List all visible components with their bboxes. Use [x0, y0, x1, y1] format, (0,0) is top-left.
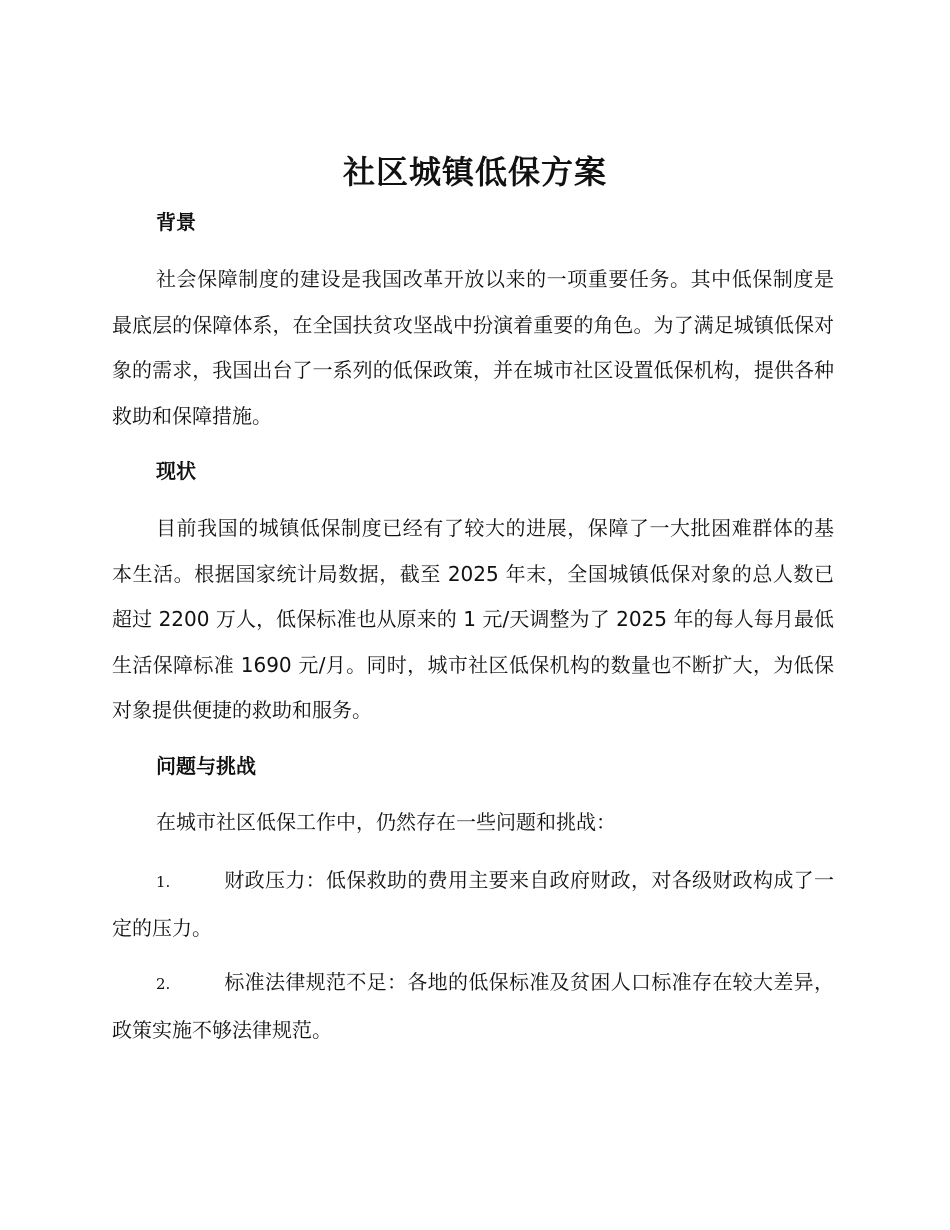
list-item-text: 标准法律规范不足：各地的低保标准及贫困人口标准存在较大差异，政策实施不够法律规范。	[112, 970, 834, 1042]
paragraph-challenges-intro: 在城市社区低保工作中，仍然存在一些问题和挑战：	[156, 810, 616, 834]
paragraph-background: 社会保障制度的建设是我国改革开放以来的一项重要任务。其中低保制度是最底层的保障体系，在全国扶贫攻坚战中扮演着重要的角色。为了满足城镇低保对象的需求，我国出台了一系列的低保政策，并在城市社区设置低保机构，提供各种救助和保障措施。	[112, 267, 834, 428]
list-item-number: 1.	[156, 873, 171, 891]
document-title: 社区城镇低保方案	[342, 153, 607, 191]
list-item-text: 财政压力：低保救助的费用主要来自政府财政，对各级财政构成了一定的压力。	[112, 868, 834, 940]
list-item	[112, 960, 834, 1053]
list-item-number: 2.	[156, 975, 171, 993]
list-item	[112, 858, 834, 951]
paragraph-status: 目前我国的城镇低保制度已经有了较大的进展，保障了一大批困难群体的基本生活。根据国家统计局数据，截至 2025 年末，全国城镇低保对象的总人数已超过 2200 万人，低保标准也从原来的 1 元/天调整为了 2025 年的每人每月最低生活保障标准 1690 元/月。同时，城市社区低保机构的数量也不断扩大，为低保对象提供便捷的救助和服务。	[112, 516, 834, 722]
section-heading-status: 现状	[156, 459, 196, 483]
section-heading-challenges: 问题与挑战	[156, 754, 256, 778]
section-heading-background: 背景	[156, 210, 196, 234]
